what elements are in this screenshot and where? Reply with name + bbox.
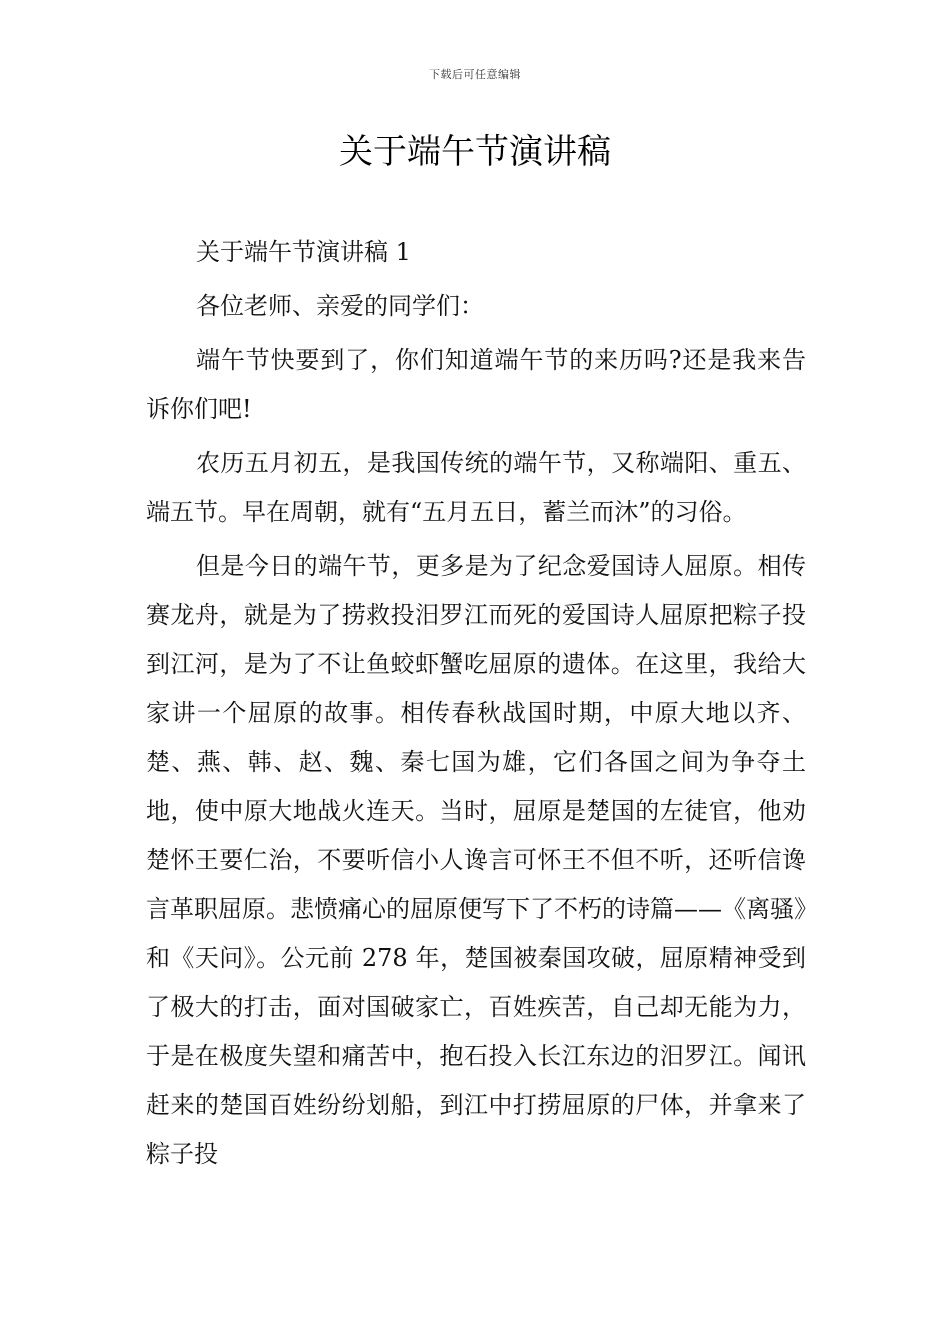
body-paragraph: 农历五月初五，是我国传统的端午节，又称端阳、重五、端五节。早在周朝，就有“五月五日，蓄兰而沐”的习俗。 bbox=[146, 449, 806, 526]
document-body bbox=[146, 228, 806, 1179]
body-paragraph: 端午节快要到了，你们知道端午节的来历吗?还是我来告诉你们吧! bbox=[146, 346, 806, 423]
section-heading: 关于端午节演讲稿 1 bbox=[196, 238, 411, 266]
greeting-paragraph: 各位老师、亲爱的同学们： bbox=[196, 292, 484, 320]
header-note: 下载后可任意编辑 bbox=[429, 68, 521, 81]
body-paragraph: 但是今日的端午节，更多是为了纪念爱国诗人屈原。相传赛龙舟，就是为了捞救投汨罗江而死的爱国诗人屈原把粽子投到江河，是为了不让鱼蛟虾蟹吃屈原的遗体。在这里，我给大家讲一个屈原的故事。相传春秋战国时期，中原大地以齐、楚、燕、韩、赵、魏、秦七国为雄，它们各国之间为争夺土地，使中原大地战火连天。当时，屈原是楚国的左徒官，他劝楚怀王要仁治，不要听信小人谗言可怀王不但不听，还听信谗言革职屈原。悲愤痛心的屈原便写下了不朽的诗篇——《离骚》和《天问》。公元前 278 年，楚国被秦国攻破，屈原精神受到了极大的打击，面对国破家亡，百姓疾苦，自己却无能为力，于是在极度失望和痛苦中，抱石投入长江东边的汨罗江。闻讯赶来的楚国百姓纷纷划船，到江中打捞屈原的尸体，并拿来了粽子投 bbox=[146, 552, 806, 1168]
document-title: 关于端午节演讲稿 bbox=[339, 132, 611, 172]
